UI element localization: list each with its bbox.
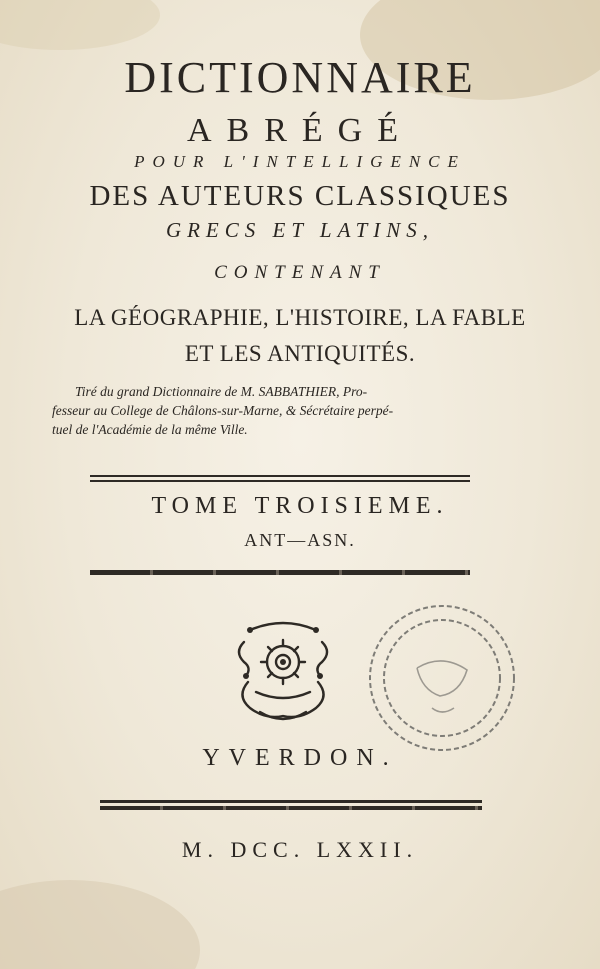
volume-label: TOME TROISIEME. [151, 493, 449, 519]
subtitle-line-geographie: LA GÉOGRAPHIE, L'HISTOIRE, LA FABLE [74, 305, 526, 330]
book-title: DICTIONNAIRE [124, 53, 476, 102]
subtitle-line-pour: POUR L'INTELLIGENCE [134, 152, 466, 171]
publication-date: M. DCC. LXXII. [181, 837, 419, 862]
bottom-rule [100, 800, 482, 810]
source-line: Tiré du grand Dictionnaire de M. SABBATHIER, Pro- [75, 384, 368, 399]
floral-vignette-icon [230, 612, 336, 728]
source-line: fesseur au College de Châlons-sur-Marne, & Sécrétaire perpé- [52, 403, 394, 418]
source-line: tuel de l'Académie de la même Ville. [52, 422, 248, 437]
subtitle-line-auteurs: DES AUTEURS CLASSIQUES [89, 180, 511, 212]
library-stamp-icon [362, 598, 522, 758]
volume-range: ANT—ASN. [244, 530, 356, 550]
publication-place: YVERDON. [202, 745, 398, 771]
subtitle-line-antiquites: ET LES ANTIQUITÉS. [184, 341, 416, 366]
top-rule [90, 475, 470, 482]
subtitle-line-grecs: GRECS ET LATINS, [165, 218, 435, 242]
subtitle-line-contenant: CONTENANT [214, 262, 386, 283]
book-subtitle: ABRÉGÉ [187, 112, 413, 149]
middle-rule [90, 570, 470, 575]
